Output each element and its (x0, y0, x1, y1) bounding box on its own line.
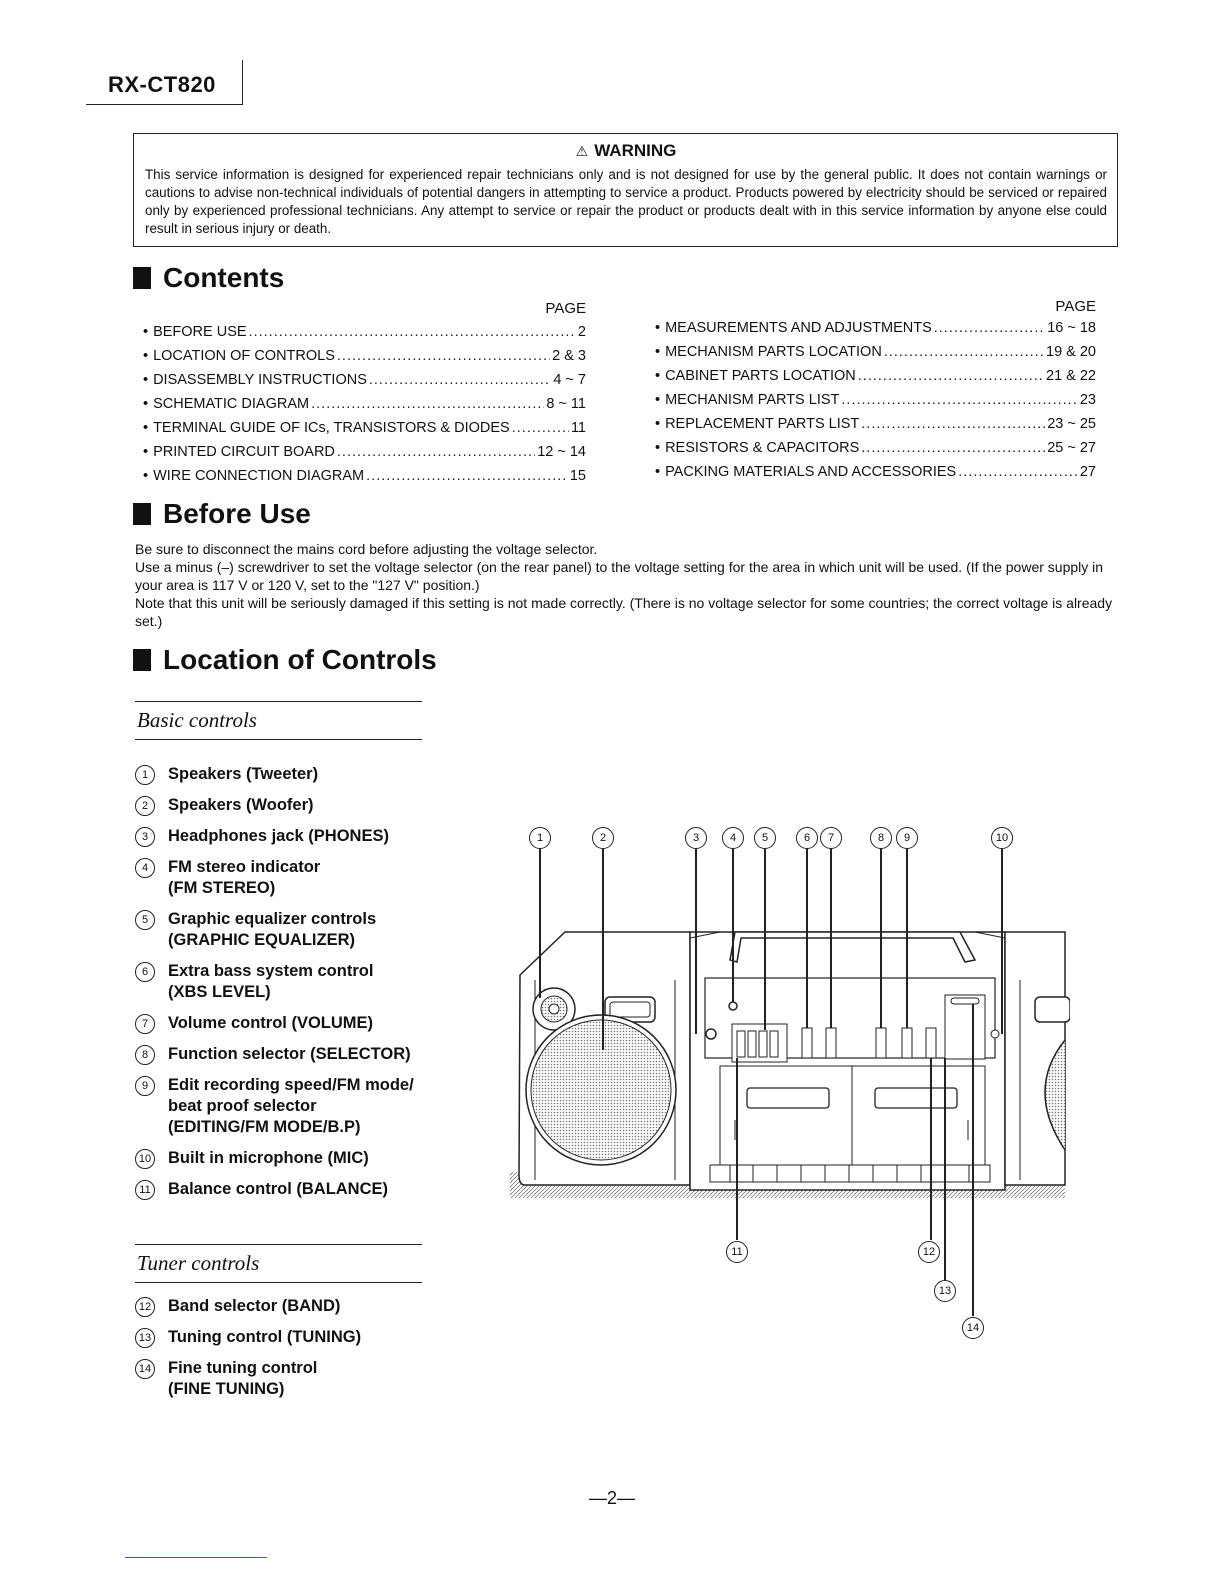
contents-heading: Contents (133, 262, 284, 294)
square-bullet-icon (133, 267, 151, 289)
toc-entry (143, 324, 586, 348)
toc-left-column (143, 300, 586, 492)
basic-controls-list (135, 764, 438, 1210)
bullet-icon: • (655, 320, 661, 336)
control-label: FM stereo indicator (168, 858, 321, 876)
control-item (135, 857, 438, 899)
dot-leader (858, 368, 1044, 384)
toc-entry (143, 420, 586, 444)
callout-2: 2 (592, 827, 614, 849)
bullet-icon: • (143, 420, 149, 436)
toc-entry (655, 416, 1096, 440)
dot-leader (884, 344, 1044, 360)
toc-entry (655, 368, 1096, 392)
toc-entry (143, 396, 586, 420)
warning-text: This service information is designed for experienced repair technicians only and is not designed for use by the general public. It does not contain warnings or cautions to advise non-technical individuals of potential dangers in attempting to service a product. Products powered by electricity should be serviced or repaired only by experienced professional technicians. Any attempt to service or repair the product or products dealt with in this service information by anyone else could result in serious injury or death. (145, 167, 1107, 236)
callout-14: 14 (962, 1317, 984, 1339)
control-item (135, 1358, 361, 1400)
callout-12: 12 (918, 1241, 940, 1263)
control-number: 9 (135, 1076, 155, 1096)
callout-10: 10 (991, 827, 1013, 849)
callout-8: 8 (870, 827, 892, 849)
callout-3: 3 (685, 827, 707, 849)
warning-box (133, 133, 1118, 247)
control-number: 3 (135, 827, 155, 847)
control-sublabel: (GRAPHIC EQUALIZER) (168, 931, 355, 949)
control-label-block (168, 795, 314, 816)
toc-right-column (655, 298, 1096, 488)
control-number: 13 (135, 1328, 155, 1348)
control-number: 1 (135, 765, 155, 785)
control-item (135, 1179, 438, 1200)
control-number: 12 (135, 1297, 155, 1317)
control-label: Tuning control (TUNING) (168, 1328, 362, 1346)
control-label: Edit recording speed/FM mode/ beat proof selector (168, 1076, 414, 1115)
callout-13: 13 (934, 1280, 956, 1302)
dot-leader (337, 444, 535, 460)
callout-4: 4 (722, 827, 744, 849)
toc-entry-label: PACKING MATERIALS AND ACCESSORIES (665, 464, 957, 480)
toc-entry-page: 2 & 3 (552, 348, 586, 364)
toc-entry (143, 348, 586, 372)
toc-entry-page: 4 ~ 7 (553, 372, 586, 388)
control-item (135, 1044, 438, 1065)
toc-entry-label: DISASSEMBLY INSTRUCTIONS (153, 372, 367, 388)
dot-leader (958, 464, 1078, 480)
toc-page-label: PAGE (1055, 298, 1096, 315)
toc-entry-label: WIRE CONNECTION DIAGRAM (153, 468, 365, 484)
control-label-block (168, 1148, 369, 1169)
control-item (135, 795, 438, 816)
dot-leader (934, 320, 1045, 336)
control-label-block (168, 1179, 388, 1200)
toc-entry-label: LOCATION OF CONTROLS (153, 348, 335, 364)
control-item (135, 909, 438, 951)
toc-entry (655, 320, 1096, 344)
callout-11: 11 (726, 1241, 748, 1263)
control-label: Balance control (BALANCE) (168, 1180, 389, 1198)
control-label: Built in microphone (MIC) (168, 1149, 369, 1167)
control-label: Function selector (SELECTOR) (168, 1045, 411, 1063)
dot-leader (861, 416, 1045, 432)
control-label-block (168, 1075, 438, 1138)
toc-entry (143, 444, 586, 468)
toc-entry-page: 16 ~ 18 (1047, 320, 1096, 336)
control-label: Fine tuning control (168, 1359, 318, 1377)
toc-entry-page: 11 (570, 420, 586, 436)
callout-9: 9 (896, 827, 918, 849)
control-label-block (168, 764, 318, 785)
toc-entry-label: PRINTED CIRCUIT BOARD (153, 444, 335, 460)
toc-entry-label: REPLACEMENT PARTS LIST (665, 416, 860, 432)
warning-triangle-icon: ⚠ (575, 143, 589, 159)
before-use-paragraph: Use a minus (–) screwdriver to set the voltage selector (on the rear panel) to the voltage setting for the area in which unit will be used. (If the power supply in your area is 117 V or 120 V, set to the "127 V" position.) (135, 559, 1104, 593)
dot-leader (366, 468, 568, 484)
toc-entry-page: 8 ~ 11 (546, 396, 586, 412)
control-label: Speakers (Tweeter) (168, 765, 319, 783)
before-use-heading: Before Use (133, 498, 311, 530)
control-sublabel: (FM STEREO) (168, 879, 276, 897)
tuner-controls-heading: Tuner controls (135, 1244, 422, 1283)
control-item (135, 1075, 438, 1138)
dot-leader (311, 396, 544, 412)
control-label: Volume control (VOLUME) (168, 1014, 374, 1032)
bullet-icon: • (655, 368, 661, 384)
warning-title: WARNING (594, 141, 677, 160)
control-number: 11 (135, 1180, 155, 1200)
control-label: Band selector (BAND) (168, 1297, 341, 1315)
toc-entry (143, 372, 586, 396)
control-number: 7 (135, 1014, 155, 1034)
toc-entry (655, 464, 1096, 488)
control-item (135, 1296, 361, 1317)
dot-leader (249, 324, 576, 340)
control-label-block (168, 1358, 317, 1400)
bullet-icon: • (143, 396, 149, 412)
control-label-block (168, 909, 376, 951)
bullet-icon: • (655, 344, 661, 360)
bullet-icon: • (143, 468, 149, 484)
before-use-paragraph: Be sure to disconnect the mains cord before adjusting the voltage selector. (135, 541, 598, 557)
toc-entry-page: 23 ~ 25 (1047, 416, 1096, 432)
toc-entry-page: 2 (577, 324, 586, 340)
control-number: 14 (135, 1359, 155, 1379)
control-label: Extra bass system control (168, 962, 374, 980)
toc-entry-label: MECHANISM PARTS LOCATION (665, 344, 882, 360)
bullet-icon: • (143, 348, 149, 364)
control-label: Headphones jack (PHONES) (168, 827, 389, 845)
control-label-block (168, 961, 373, 1003)
callout-6: 6 (796, 827, 818, 849)
toc-entry-page: 19 & 20 (1046, 344, 1096, 360)
control-sublabel: (EDITING/FM MODE/B.P) (168, 1118, 361, 1136)
toc-entry-label: MECHANISM PARTS LIST (665, 392, 840, 408)
callout-1: 1 (529, 827, 551, 849)
warning-heading (145, 140, 1107, 162)
control-item (135, 826, 438, 847)
basic-controls-heading: Basic controls (135, 701, 422, 740)
bullet-icon: • (655, 464, 661, 480)
control-label-block (168, 857, 320, 899)
callout-5: 5 (754, 827, 776, 849)
before-use-paragraph: Note that this unit will be seriously damaged if this setting is not made correctly. (There is no voltage selector for some countries; the correct voltage is already set.) (135, 595, 1113, 629)
control-label: Graphic equalizer controls (168, 910, 377, 928)
control-number: 8 (135, 1045, 155, 1065)
toc-entry-page: 25 ~ 27 (1047, 440, 1096, 456)
control-number: 10 (135, 1149, 155, 1169)
toc-entry-label: BEFORE USE (153, 324, 247, 340)
tuner-controls-list (135, 1296, 361, 1410)
controls-diagram (505, 820, 1070, 1350)
dot-leader (841, 392, 1077, 408)
control-item (135, 764, 438, 785)
footer-rule (125, 1557, 267, 1558)
control-number: 2 (135, 796, 155, 816)
control-label-block (168, 826, 389, 847)
callout-7: 7 (820, 827, 842, 849)
control-item (135, 961, 438, 1003)
control-number: 4 (135, 858, 155, 878)
model-header (86, 60, 243, 105)
toc-entry (655, 440, 1096, 464)
bullet-icon: • (655, 440, 661, 456)
model-number: RX-CT820 (108, 72, 216, 97)
toc-entry (143, 468, 586, 492)
control-sublabel: (XBS LEVEL) (168, 983, 271, 1001)
toc-entry-page: 12 ~ 14 (537, 444, 586, 460)
toc-entry-label: RESISTORS & CAPACITORS (665, 440, 860, 456)
control-label-block (168, 1296, 340, 1317)
square-bullet-icon (133, 503, 151, 525)
toc-entry (655, 344, 1096, 368)
bullet-icon: • (143, 324, 149, 340)
location-heading: Location of Controls (133, 644, 437, 676)
toc-entry-label: CABINET PARTS LOCATION (665, 368, 856, 384)
toc-entry-label: SCHEMATIC DIAGRAM (153, 396, 310, 412)
toc-entry-page: 27 (1079, 464, 1096, 480)
control-label-block (168, 1013, 373, 1034)
bullet-icon: • (143, 372, 149, 388)
bullet-icon: • (655, 392, 661, 408)
page-number: —2— (588, 1488, 635, 1508)
control-label-block (168, 1044, 411, 1065)
toc-page-label: PAGE (545, 300, 586, 317)
control-number: 6 (135, 962, 155, 982)
toc-entry (655, 392, 1096, 416)
dot-leader (369, 372, 551, 388)
toc-entry-page: 21 & 22 (1046, 368, 1096, 384)
control-item (135, 1013, 438, 1034)
toc-entry-label: TERMINAL GUIDE OF ICs, TRANSISTORS & DIODES (153, 420, 510, 436)
control-label-block (168, 1327, 361, 1348)
before-use-text (135, 540, 1115, 630)
toc-entry-label: MEASUREMENTS AND ADJUSTMENTS (665, 320, 932, 336)
dot-leader (512, 420, 569, 436)
control-label: Speakers (Woofer) (168, 796, 314, 814)
square-bullet-icon (133, 649, 151, 671)
control-item (135, 1148, 438, 1169)
toc-entry-page: 15 (569, 468, 586, 484)
dot-leader (337, 348, 550, 364)
control-number: 5 (135, 910, 155, 930)
dot-leader (861, 440, 1045, 456)
bullet-icon: • (143, 444, 149, 460)
bullet-icon: • (655, 416, 661, 432)
control-sublabel: (FINE TUNING) (168, 1380, 285, 1398)
toc-entry-page: 23 (1079, 392, 1096, 408)
boombox-illustration (505, 820, 1070, 1350)
control-item (135, 1327, 361, 1348)
